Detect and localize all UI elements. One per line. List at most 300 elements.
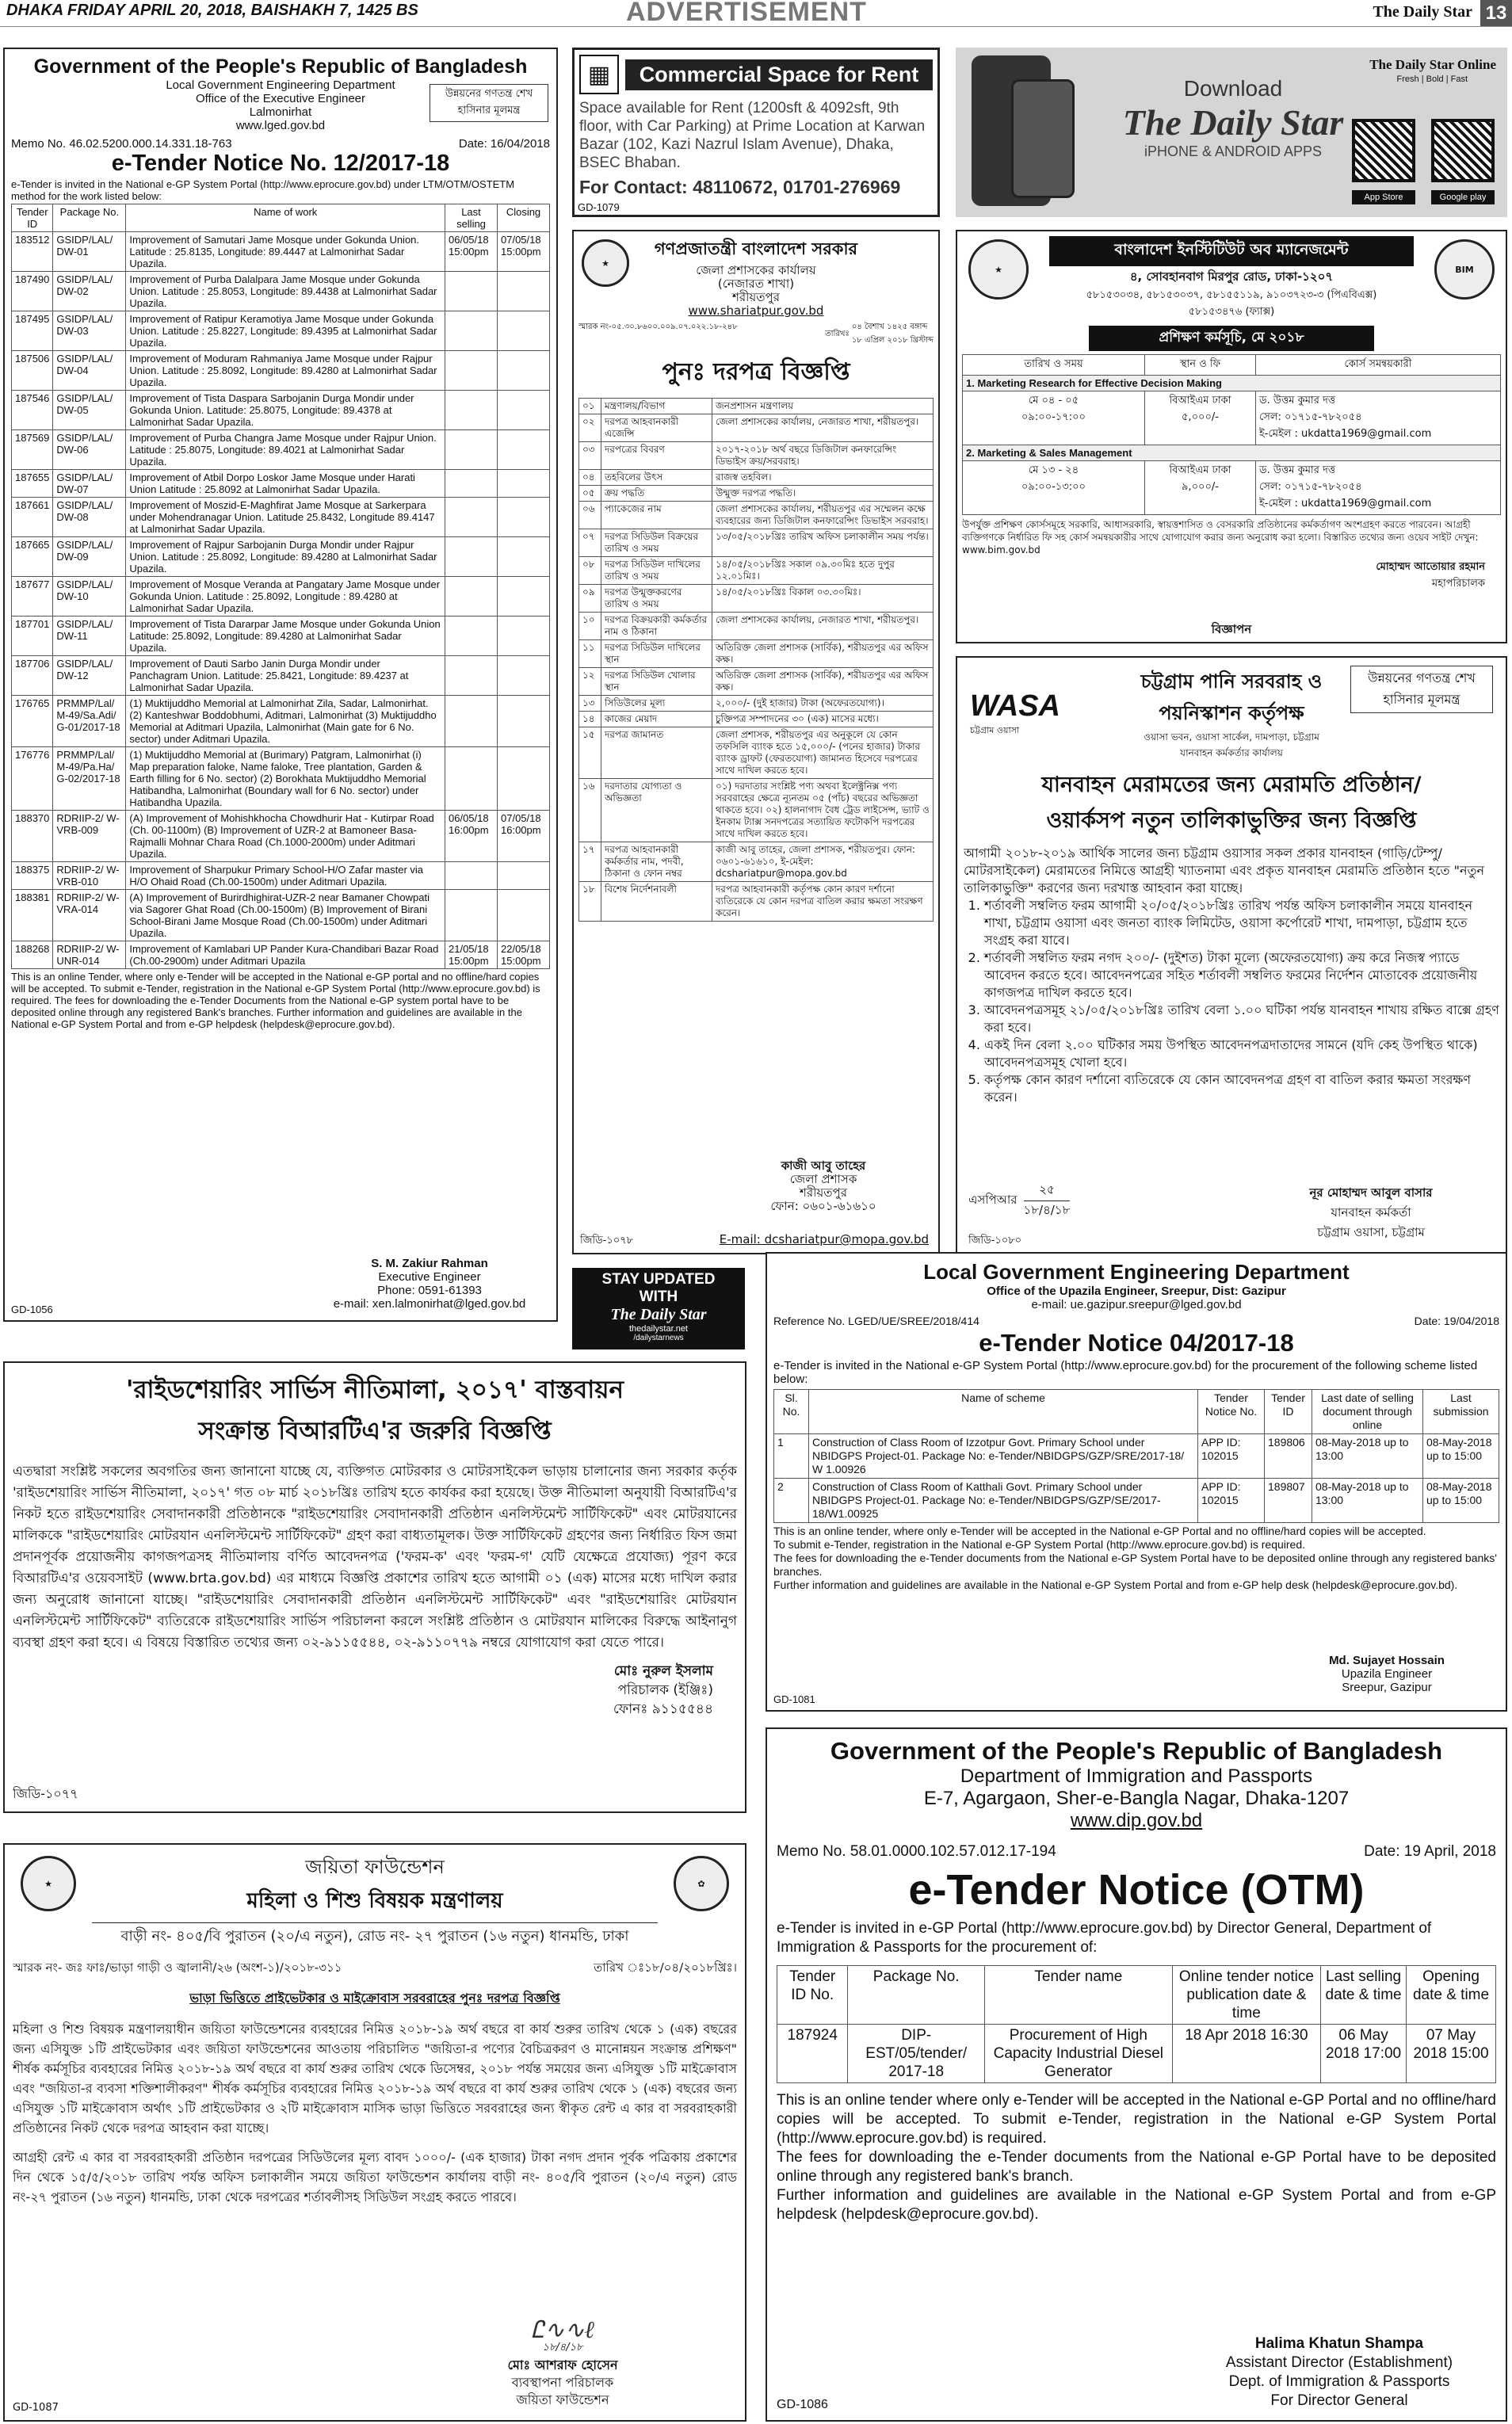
- ad-footer-label: বিজ্ঞাপন: [1211, 622, 1252, 636]
- signatory-place: শরীয়তপুর: [800, 1185, 847, 1200]
- col-header: Tender ID No.: [777, 1966, 848, 2025]
- cell-selling: [445, 430, 498, 470]
- table-row: [12, 656, 550, 696]
- cell-sl: ০৮: [579, 557, 601, 585]
- cell-selling: [445, 311, 498, 351]
- cell-closing: [498, 890, 550, 941]
- cell-id: 187546: [12, 391, 53, 430]
- date-bengali: ০৪ বৈশাখ ১৪২৫ বঙ্গাব্দ: [851, 323, 928, 331]
- cell-selling: 08-May-2018 up to 13:00: [1312, 1479, 1423, 1523]
- cell-id: 187655: [12, 470, 53, 498]
- table-row: [12, 232, 550, 272]
- bim-logo-icon: BIM: [1434, 239, 1495, 300]
- cell-sl: ১২: [579, 668, 601, 696]
- institute-address: ৪, সোবহানবাগ মিরপুর রোড, ঢাকা-১২০৭: [1129, 269, 1334, 284]
- col-header: কোর্স সমন্বয়কারী: [1256, 355, 1501, 376]
- lalmonirhat-tender-ad: [3, 48, 558, 1322]
- notice-title-line2: ওয়ার্কসপ নতুন তালিকাভুক্তির জন্য বিজ্ঞপ্তি: [1046, 808, 1417, 833]
- cell-item: দরপত্র সিডিউল দাখিলের স্থান: [601, 640, 712, 668]
- cell-selling: [445, 890, 498, 941]
- cell-selling: 06 May 2018 17:00: [1321, 2025, 1407, 2083]
- cell-package: GSIDP/LAL/ DW-09: [53, 537, 126, 577]
- course-title: Marketing & Sales Management: [977, 447, 1132, 459]
- note-item: To submit e-Tender, registration in the National e-GP System Portal (http://www.eprocure.gov.bd) is required.: [773, 1538, 1306, 1551]
- table-header: [774, 1390, 1499, 1434]
- app-store-badge[interactable]: App Store: [1352, 190, 1415, 204]
- signatory-name: নূর মোহাম্মদ আবুল বাসার: [1309, 1185, 1433, 1200]
- cell-work: (A) Improvement of Mohishkhocha Chowdhurir Hat - Kutirpar Road (Ch. 00-1100m) (B) Improvement of UZR-2 at Bamoneer Basa-Rajmalli Mohnar Chara Road (Ch.1000-2000m) under Aditmari Upazila.: [126, 811, 445, 862]
- cell-sl: ০৫: [579, 486, 601, 502]
- ad-office: Office of the Upazila Engineer, Sreepur, Dist: Gazipur: [987, 1285, 1286, 1298]
- table-row: [12, 498, 550, 537]
- cell-work: Improvement of Purba Changra Jame Mosque under Rajpur Union. Latitude : 25.8075, Longitude: 89.4021 at Lalmonirhat Sadar Upazila.: [126, 430, 445, 470]
- col-header: Tender name: [984, 1966, 1172, 2025]
- table-row: [12, 577, 550, 616]
- notice-points: [964, 897, 1499, 1106]
- cell-id: 176765: [12, 696, 53, 747]
- cell-closing: [498, 862, 550, 890]
- signatory-title: মহাপরিচালক: [1431, 578, 1485, 590]
- cell-sl: ১৬: [579, 779, 601, 842]
- cell-item: কাজের মেয়াদ: [601, 712, 712, 727]
- coordinator-name: ড. উত্তম কুমার দত্ত: [1259, 464, 1336, 476]
- cell-package: RDRIIP-2/ W-VRB-009: [53, 811, 126, 862]
- institute-fax: ৫৮১৫৩৪৭৬ (ফ্যাক্স): [1188, 306, 1275, 318]
- cell-package: GSIDP/LAL/ DW-12: [53, 656, 126, 696]
- handwritten-signature: Ꮭ∿∿ℓ: [531, 2316, 594, 2344]
- memo-number: স্মারক নং- জঃ ফাঃ/ভাড়া গাড়ী ও জ্বালানী/২৬ (অংশ-১)/২০১৮-৩১১: [13, 1960, 342, 1975]
- course-number: 2.: [966, 447, 975, 459]
- govt-seal-icon: ★: [582, 239, 629, 287]
- cell-opening: 07 May 2018 15:00: [1407, 2025, 1496, 2083]
- list-item: 3. আবেদনপত্রসমূহ ২১/০৫/২০১৮খ্রিঃ তারিখ বেলা ১.০০ ঘটিকা পর্যন্ত যানবাহন শাখায় রক্ষিত বাক্সে গ্রহণ করা হবে।: [984, 1002, 1499, 1036]
- ad-office: Office of the Executive Engineer: [195, 92, 365, 105]
- ad-website: www.dip.gov.bd: [1070, 1810, 1203, 1831]
- table-row: [774, 1434, 1499, 1479]
- col-header: স্থান ও ফি: [1145, 355, 1256, 376]
- cell-closing: [498, 351, 550, 391]
- table-row: [12, 391, 550, 430]
- cell-item: ক্রয় পদ্ধতি: [601, 486, 712, 502]
- cell-package: DIP-EST/05/tender/ 2017-18: [848, 2025, 985, 2083]
- coordinator-cell: সেল: ০১৭১৫-৭৮২০৫৪: [1259, 411, 1362, 423]
- epr-label: এসপিআর: [968, 1193, 1018, 1207]
- cell-closing: 07/05/18 15:00pm: [498, 232, 550, 272]
- cell-package: GSIDP/LAL/ DW-06: [53, 430, 126, 470]
- list-item: 2. শর্তাবলী সম্বলিত ফরম নগদ ২০০/- (দুইশত) টাকা মূল্যে (অফেরতযোগ্য) ক্রয় করে নিজস্ব প্যাডে আবেদন করতে হবে। আবেদনপত্রের সহিত শর্তাবলী সম্বলিত ফরমের নির্দেশন মোতাবেক প্রয়োজনীয় কাগজপত্র দাখিল করতে হবে।: [984, 949, 1499, 1002]
- ad-gov-title: Government of the People's Republic of Bangladesh: [830, 1737, 1443, 1765]
- org-name-line2: পয়নিস্কাশন কর্তৃপক্ষ: [1159, 702, 1304, 724]
- cell-sl: ১১: [579, 640, 601, 668]
- table-row: [12, 272, 550, 311]
- cell-sl: 1: [774, 1434, 809, 1479]
- table-row: [12, 941, 550, 969]
- coordinator-email: ই-মেইল : ukdatta1969@gmail.com: [1259, 498, 1432, 510]
- col-header: Sl. No.: [774, 1390, 809, 1434]
- phone-image: [1011, 79, 1075, 198]
- course-table: [962, 354, 1501, 515]
- col-header: Last submission: [1423, 1390, 1499, 1434]
- course-date: মে ০৪ - ০৫: [1028, 395, 1079, 407]
- ad-code: GD-1081: [773, 1693, 815, 1705]
- brand-online: The Daily Star Online: [1369, 57, 1496, 72]
- course-date: মে ১৩ - ২৪: [1028, 464, 1079, 476]
- cell-closing: [498, 656, 550, 696]
- cell-work: Improvement of Kamlabari UP Pander Kura-Chandibari Bazar Road (Ch.00-2900m) under Aditmari Upazila: [126, 941, 445, 969]
- signatory-name: মোহাম্মদ আতোয়ার রহমান: [1376, 561, 1485, 573]
- cell-item: দরপত্র সিডিউল খোলার স্থান: [601, 668, 712, 696]
- brand-logo: The Daily Star: [1373, 3, 1472, 21]
- col-header: Last date of selling document through online: [1312, 1390, 1423, 1434]
- list-item: 4. একই দিন বেলা ২.০০ ঘটিকার সময় উপস্থিত আবেদনপত্রদাতাদের সামনে (যদি কেহ উপস্থিত থাকে) আবেদনপত্রসমূহ খোলা হবে।: [984, 1036, 1499, 1071]
- cell-package: RDRIIP-2/ W-UNR-014: [53, 941, 126, 969]
- table-header: [12, 204, 550, 232]
- cell-sl: ০৪: [579, 470, 601, 486]
- ministry-name: মহিলা ও শিশু বিষয়ক মন্ত্রণালয়: [246, 1889, 503, 1913]
- epr-date: ১৮/৪/১৮: [1023, 1203, 1071, 1217]
- cell-closing: [498, 498, 550, 537]
- section-title: ADVERTISEMENT: [626, 0, 867, 27]
- cell-sl: ০৬: [579, 502, 601, 529]
- ad-contact: For Contact: 48110672, 01701-276969: [579, 177, 901, 197]
- table-row: [579, 640, 934, 668]
- ad-office: জেলা প্রশাসকের কার্যালয়: [696, 263, 816, 277]
- table-row: [12, 470, 550, 498]
- ad-place: Lalmonirhat: [249, 105, 312, 119]
- govt-seal-icon: ★: [21, 1856, 76, 1911]
- signatory-name: Md. Sujayet Hossain: [1329, 1654, 1445, 1667]
- cell-selling: 06/05/18 16:00pm: [445, 811, 498, 862]
- cell-id: 187701: [12, 616, 53, 656]
- org-address: ওয়াসা ভবন, ওয়াসা সার্কেল, দামপাড়া, চট্টগ্রাম: [1144, 731, 1319, 742]
- cell-id: 188370: [12, 811, 53, 862]
- ad-dept: Local Government Engineering Department: [923, 1260, 1350, 1284]
- cell-package: GSIDP/LAL/ DW-08: [53, 498, 126, 537]
- ad-website: www.shariatpur.gov.bd: [688, 303, 824, 318]
- col-header: Package No.: [53, 204, 126, 232]
- signatory-place: Sreepur, Gazipur: [1342, 1681, 1432, 1694]
- cell-item: দরপত্র বিক্রয়কারী কর্মকর্তার নাম ও ঠিকানা: [601, 613, 712, 640]
- signatory-title: পরিচালক (ইঞ্জিঃ): [617, 1682, 713, 1698]
- cell-item: সিডিউলের মূল্য: [601, 696, 712, 712]
- cell-id: 189807: [1265, 1479, 1312, 1523]
- signatory-for: For Director General: [1270, 2392, 1408, 2409]
- cell-sl: ০৩: [579, 442, 601, 470]
- cell-work: Improvement of Dauti Sarbo Janin Durga Mondir under Panchagram Union. Latitude: 25.8421, Longitude: 89.4237 at Lalmonirhat Sadar Upazila.: [126, 656, 445, 696]
- cell-id: 188381: [12, 890, 53, 941]
- cell-value: দরপত্র আহবানকারী কর্তৃপক্ষ কোন কারণ দর্শানো ব্যতিরেকে যে কোন দরপত্র বাতিল করার ক্ষমতা সংরক্ষণ করেন।: [712, 882, 934, 922]
- table-row: [579, 557, 934, 585]
- cell-item: দরপত্র আহবানকারী কর্মকর্তার নাম, পদবী, ঠিকানা ও ফোন নম্বর: [601, 842, 712, 882]
- table-row: [579, 696, 934, 712]
- cell-submission: 08-May-2018 up to 15:00: [1423, 1479, 1499, 1523]
- cell-work: Improvement of Tista Dararpar Jame Mosque under Gokunda Union Latitude: 25.8092, Longitude: 89.4280 at Lalmonirhat Sadar Upazila.: [126, 616, 445, 656]
- notice-title-line1: যানবাহন মেরামতের জন্য মেরামতি প্রতিষ্ঠান/: [1041, 773, 1422, 797]
- cell-selling: [445, 747, 498, 811]
- ad-code: GD-1086: [777, 2398, 828, 2411]
- cell-work: Improvement of Samutari Jame Mosque under Gokunda Union. Latitude : 25.8135, Longitude: 89.4447 at Lalmonirhat Sadar Upazila.: [126, 232, 445, 272]
- notice-date: তারিখ ঃ১৮/০৪/২০১৮খ্রিঃ।: [593, 1960, 737, 1975]
- cell-closing: [498, 272, 550, 311]
- cell-value: ০১) দরদাতার সংশ্লিষ্ট পণ্য অথবা ইলেক্ট্রনিক্স পণ্য সরবরাহের ক্ষেত্রে ন্যূনতম ০৫ (পাঁচ) বছরের অভিজ্ঞতা থাকতে হবে। ০২) হালনাগাদ বৈধ ট্রেড লাইসেন্স, ভ্যাট ও ইনকাম ট্যাক্স সনদপত্রের সত্যায়িত ফটোকপি দরপত্রের সাথে দাখিল করতে হবে।: [712, 779, 934, 842]
- sreepur-tender-ad: [766, 1252, 1507, 1712]
- ad-website: www.lged.gov.bd: [235, 119, 326, 132]
- cell-closing: [498, 430, 550, 470]
- promo-line1: STAY UPDATED: [601, 1271, 716, 1288]
- cell-id: 188268: [12, 941, 53, 969]
- tender-table: [777, 1965, 1496, 2083]
- signatory-place: চট্টগ্রাম ওয়াসা, চট্টগ্রাম: [1317, 1225, 1425, 1239]
- cell-item: মন্ত্রণালয়/বিভাগ: [601, 399, 712, 414]
- cell-publication: 18 Apr 2018 16:30: [1172, 2025, 1320, 2083]
- daily-star-app-ad: [956, 48, 1507, 217]
- ad-email: e-mail: ue.gazipur.sreepur@lged.gov.bd: [1031, 1298, 1242, 1311]
- ad-dept: Local Government Engineering Department: [166, 78, 395, 92]
- table-row: [579, 470, 934, 486]
- table-row: [579, 414, 934, 442]
- cell-value: অতিরিক্ত জেলা প্রশাসক (সার্বিক), শরীয়তপুর এর অফিস কক্ষ।: [712, 640, 934, 668]
- cell-closing: [498, 747, 550, 811]
- ad-code: GD-1079: [578, 201, 620, 213]
- ad-body: Space available for Rent (1200sft & 4092sft, 9th floor, with Car Parking) at Prime Location at Karwan Bazar (102, Kazi Nazrul Islam Avenue), Dhaka, BSEC Bhaban.: [579, 100, 926, 171]
- cell-value: জেলা প্রশাসকের কার্যালয়, শরীয়তপুর এর সম্মেলন কক্ষে ব্যবহারের জন্য ডিজিটাল কনফারেন্সিং ডিভাইস সরবরাহ।: [712, 502, 934, 529]
- note-item: The fees for downloading the e-Tender documents from the National e-GP System Portal have to be deposited online through any registered banks' branches.: [773, 1552, 1497, 1578]
- list-item: 1. শর্তাবলী সম্বলিত ফরম আগামী ২০/০৫/২০১৮খ্রিঃ তারিখ পর্যন্ত অফিস চলাকালীন সময়ে যানবাহন শাখা, চট্টগ্রাম ওয়াসা এবং জনতা ব্যাংক লিমিটেড, ওয়াসা কর্পোরেট শাখা, দামপাড়া, চট্টগ্রাম হতে সংগ্রহ করা যাবে।: [984, 897, 1499, 949]
- table-row: [579, 442, 934, 470]
- cell-item: তহবিলের উৎস: [601, 470, 712, 486]
- cell-work: Improvement of Ratipur Keramotiya Jame Mosque under Gokunda Union. Latitude : 25.8227, Longitude: 89.4395 at Lalmonirhat Sadar Upazila.: [126, 311, 445, 351]
- cell-id: 189806: [1265, 1434, 1312, 1479]
- col-header: Closing: [498, 204, 550, 232]
- cell-package: GSIDP/LAL/ DW-04: [53, 351, 126, 391]
- cell-value: উন্মুক্ত দরপত্র পদ্ধতি।: [712, 486, 934, 502]
- table-row: [12, 747, 550, 811]
- signatory-phone: ফোন: ০৬০১-৬১৬১০: [770, 1199, 876, 1213]
- cell-id: 187924: [777, 2025, 848, 2083]
- col-header: তারিখ ও সময়: [963, 355, 1145, 376]
- ad-code: জিডি-১০৭৭: [13, 1786, 78, 1801]
- ad-gov-title: গণপ্রজাতন্ত্রী বাংলাদেশ সরকার: [654, 239, 858, 258]
- table-row: [579, 712, 934, 727]
- cell-selling: 21/05/18 15:00pm: [445, 941, 498, 969]
- cell-id: 188375: [12, 862, 53, 890]
- signatory-title: জেলা প্রশাসক: [789, 1172, 857, 1186]
- cell-id: 187495: [12, 311, 53, 351]
- cell-value: ২০১৭-২০১৮ অর্থ বছরে ডিজিটাল কনফারেন্সিং ডিভাইস ক্রয়/সরবরাহ।: [712, 442, 934, 470]
- cell-id: 187490: [12, 272, 53, 311]
- signatory-name: Halima Khatun Shampa: [1254, 2335, 1424, 2352]
- cell-work: Improvement of Moduram Rahmaniya Jame Mosque under Rajpur Union. Latitude : 25.8092, Longitude: 89.4280 at Lalmonirhat Sadar Upazila.: [126, 351, 445, 391]
- cell-value: চুক্তিপত্র সম্পাদনের ৩০ (এক) মাসের মধ্যে।: [712, 712, 934, 727]
- table-row: [579, 486, 934, 502]
- institute-name: বাংলাদেশ ইনস্টিটিউট অব ম্যানেজমেন্ট: [1049, 236, 1414, 266]
- tender-footer-note: This is an online Tender, where only e-Tender will be accepted in the National e-GP portal and no offline/hard copies will be accepted. To submit e-Tender, registration in the National e-GP System Portal (http://www.eprocure.gov.bd) is required. The fees for downloading the e-Tender Documents from the National e-GP system portal have to be deposited online through any registered Bank's branches. Further information and guidelines are available in the National e-GP System Portal and from e-GP helpdesk (helpdesk@eprocure.gov.bd).: [11, 971, 540, 1030]
- course-time: ০৯:০০-১৩:০০: [1021, 481, 1086, 493]
- institute-phones: ৫৮১৫৩০৩৪, ৫৮১৫৩০৩৭, ৫৮১৫৫১১৯, ৯১০৩৭২৩-৩ (পিএবিএক্স): [1086, 289, 1377, 301]
- signatory-name: মোঃ আশরাফ হোসেন: [507, 2357, 618, 2372]
- cell-work: (1) Muktijuddho Memorial at Lalmonirhat Zila, Sadar, Lalmonirhat. (2) Kanteshwar Boddobhumi, Aditmari, Lalmonirhat (3) Muktijuddho Memorial at Aditmari Upazila, Lalmonirhat (Main gate for 6 No. sector) under Aditmari Upazila.: [126, 696, 445, 747]
- org-name: জয়িতা ফাউন্ডেশন: [305, 1856, 445, 1878]
- cell-work: Improvement of Sharpukur Primary School-H/O Zafar master via H/O Ohaid Road (Ch.00-1500m) under Aditmari Upazila.: [126, 862, 445, 890]
- joyita-logo-icon: ✿: [674, 1856, 729, 1911]
- signature-date: ১৮/৪/১৮: [542, 2342, 583, 2353]
- table-row: [12, 862, 550, 890]
- table-row: [12, 696, 550, 747]
- notice-title: e-Tender Notice 04/2017-18: [979, 1329, 1294, 1357]
- cell-closing: [498, 311, 550, 351]
- course-fee: ৫,০০০/-: [1182, 411, 1219, 423]
- cell-item: দরপত্রের বিবরণ: [601, 442, 712, 470]
- qr-code-android: [1431, 119, 1495, 182]
- cell-id: 187506: [12, 351, 53, 391]
- cell-package: GSIDP/LAL/ DW-03: [53, 311, 126, 351]
- cell-submission: 08-May-2018 up to 15:00: [1423, 1434, 1499, 1479]
- cell-item: দরপত্র জামানত: [601, 727, 712, 779]
- signatory-title: ব্যবস্থাপনা পরিচালক: [511, 2375, 614, 2390]
- table-row: [579, 529, 934, 557]
- cell-selling: [445, 537, 498, 577]
- page-masthead: [0, 0, 1512, 27]
- cell-id: 187661: [12, 498, 53, 537]
- cell-item: দরদাতার যোগ্যতা ও অভিজ্ঞতা: [601, 779, 712, 842]
- cell-sl: ১৮: [579, 882, 601, 922]
- signatory-email: E-mail: dcshariatpur@mopa.gov.bd: [719, 1232, 929, 1246]
- course-venue: বিআইএম ঢাকা: [1169, 464, 1231, 476]
- table-row: [12, 351, 550, 391]
- table-header: [963, 355, 1501, 376]
- ad-branch: (নেজারত শাখা): [717, 277, 795, 291]
- course-number: 1.: [966, 377, 975, 389]
- notice-intro: e-Tender is invited in the National e-GP System Portal (http://www.eprocure.gov.bd) for the procurement of the following scheme listed below:: [773, 1359, 1478, 1386]
- cell-closing: [498, 470, 550, 498]
- cell-item: বিশেষ নির্দেশনাবলী: [601, 882, 712, 922]
- ad-code: GD-1087: [13, 2402, 59, 2414]
- dateline: DHAKA FRIDAY APRIL 20, 2018, BAISHAKH 7, 1425 BS: [6, 2, 418, 19]
- signatory-title: Executive Engineer: [378, 1270, 481, 1284]
- govt-seal-icon: ★: [968, 239, 1029, 300]
- ad-address: E-7, Agargaon, Sher-e-Bangla Nagar, Dhaka-1207: [923, 1788, 1350, 1809]
- notice-date: Date: 19/04/2018: [1414, 1315, 1499, 1327]
- cell-notice: APP ID: 102015: [1198, 1434, 1265, 1479]
- cell-value: রাজস্ব তহবিল।: [712, 470, 934, 486]
- cell-closing: 22/05/18 15:00pm: [498, 941, 550, 969]
- page-number: 13: [1480, 0, 1512, 27]
- col-header: Last selling: [445, 204, 498, 232]
- cell-sl: ১৪: [579, 712, 601, 727]
- stay-updated-promo: [572, 1268, 745, 1349]
- wasa-workshop-ad: [956, 656, 1507, 1254]
- cell-package: GSIDP/LAL/ DW-01: [53, 232, 126, 272]
- cell-selling: [445, 616, 498, 656]
- cell-work: Improvement of Rajpur Sarbojanin Durga Mondir under Rajpur Union. Latitude : 25.8092, Longitude: 89.4280 at Lalmonirhat Sadar Upazila.: [126, 537, 445, 577]
- cell-closing: [498, 537, 550, 577]
- notice-intro: e-Tender is invited in the National e-GP System Portal (http://www.eprocure.gov.bd) under LTM/OTM/OSTETM method for the work listed below:: [11, 178, 515, 202]
- signatory-phone: Phone: 0591-61393: [377, 1284, 482, 1297]
- table-row: [579, 727, 934, 779]
- cell-name: Procurement of High Capacity Industrial Diesel Generator: [984, 2025, 1172, 2083]
- epr-number: ২৫: [1024, 1181, 1071, 1201]
- cell-value: ১৪/০৫/২০১৮খ্রিঃ বিকাল ০৩.৩০মিঃ।: [712, 585, 934, 613]
- cell-sl: ০৯: [579, 585, 601, 613]
- note-item: Further information and guidelines are available in the National e-GP System Portal and from e-GP helpdesk (helpdesk@eprocure.gov.bd).: [777, 2187, 1496, 2223]
- reference-number: Reference No. LGED/UE/SREE/2018/414: [773, 1315, 979, 1327]
- cell-work: Improvement of Mosque Veranda at Pangatary Jame Mosque under Gokunda Union. Latitude : 25.8092, Longitude : 89.4280 at Lalmonirhat Sadar Upazila.: [126, 577, 445, 616]
- col-header: Tender ID: [12, 204, 53, 232]
- cell-sl: ১৫: [579, 727, 601, 779]
- table-row: [579, 842, 934, 882]
- cell-closing: [498, 577, 550, 616]
- cell-selling: [445, 498, 498, 537]
- cell-closing: [498, 391, 550, 430]
- brand-name: The Daily Star: [610, 1306, 707, 1323]
- org-address: বাড়ী নং- ৪০৫/বি পুরাতন (২০/এ নতুন), রোড নং- ২৭ পুরাতন (১৬ নতুন) ধানমন্ডি, ঢাকা: [92, 1922, 658, 1949]
- slogan-stamp: উন্নয়নের গণতন্ত্র শেখ হাসিনার মূলমন্ত্র: [430, 84, 548, 122]
- col-header: Package No.: [848, 1966, 985, 2025]
- cell-selling: 08-May-2018 up to 13:00: [1312, 1434, 1423, 1479]
- promo-line2: WITH: [639, 1288, 678, 1305]
- signatory-dept: Dept. of Immigration & Passports: [1228, 2373, 1450, 2390]
- cell-id: 187569: [12, 430, 53, 470]
- signatory-org: জয়িতা ফাউন্ডেশন: [516, 2392, 609, 2407]
- table-row: [579, 668, 934, 696]
- notice-intro: e-Tender is invited in e-GP Portal (http://www.eprocure.gov.bd) by Director General, Department of Immigration & Passports for the procurement of:: [777, 1920, 1432, 1956]
- cell-value: জনপ্রশাসন মন্ত্রণালয়: [712, 399, 934, 414]
- notice-title-line2: সংক্রান্ত বিআরটিএ'র জরুরি বিজ্ঞপ্তি: [198, 1417, 552, 1445]
- google-play-badge[interactable]: Google play: [1431, 190, 1495, 204]
- cell-selling: [445, 470, 498, 498]
- table-row: [12, 430, 550, 470]
- cell-item: দরপত্র সিডিউল বিক্রয়ের তারিখ ও সময়: [601, 529, 712, 557]
- table-row: [12, 311, 550, 351]
- cell-sl: ০১: [579, 399, 601, 414]
- cell-value: জেলা প্রশাসক, শরীয়তপুর এর অনুকূলে যে কোন তফসিলি ব্যাংক হতে ১৫,০০০/- (পনের হাজার) টাকার ব্যাংক ড্রাফট (ফেরতযোগ্য) জামানত হিসেবে দরপত্রের সাথে দাখিল করতে হবে।: [712, 727, 934, 779]
- course-venue: বিআইএম ঢাকা: [1169, 395, 1231, 407]
- program-title: প্রশিক্ষণ কর্মসূচি, মে ২০১৮: [1089, 326, 1374, 351]
- cell-selling: [445, 577, 498, 616]
- notice-title: e-Tender Notice (OTM): [908, 1866, 1365, 1914]
- col-header: Online tender notice publication date & time: [1172, 1966, 1320, 2025]
- cell-package: PRMMP/Lal/ M-49/Sa.Adi/ G-01/2017-18: [53, 696, 126, 747]
- col-header: Name of scheme: [809, 1390, 1198, 1434]
- tagline: Fresh | Bold | Fast: [1396, 74, 1468, 84]
- notice-date: Date: 16/04/2018: [458, 137, 550, 151]
- cell-id: 187677: [12, 577, 53, 616]
- cell-package: GSIDP/LAL/ DW-05: [53, 391, 126, 430]
- cell-id: 187665: [12, 537, 53, 577]
- ad-dept: Department of Immigration and Passports: [960, 1766, 1313, 1787]
- memo-number: Memo No. 58.01.0000.102.57.012.17-194: [777, 1843, 1056, 1860]
- note-item: This is an online tender where only e-Tender will be accepted in the National e-GP Portal and no offline/hard copies will be accepted. To submit e-Tender, registration in the National e-GP System Portal (http://www.eprocure.gov.bd) is required.: [777, 2092, 1496, 2147]
- note-item: Further information and guidelines are available in the National e-GP System Portal and from e-GP help desk (helpdesk@eprocure.gov.bd).: [773, 1578, 1458, 1591]
- cell-item: দরপত্র সিডিউল দাখিলের তারিখ ও সময়: [601, 557, 712, 585]
- cell-package: RDRIIP-2/ W-VRA-014: [53, 890, 126, 941]
- cell-value: জেলা প্রশাসকের কার্যালয়, নেজারত শাখা, শরীয়তপুর।: [712, 414, 934, 442]
- table-row: [777, 2025, 1496, 2083]
- ad-gov-title: Government of the People's Republic of Bangladesh: [33, 55, 528, 78]
- table-row: [579, 502, 934, 529]
- wasa-logo-sub: চট্টগ্রাম ওয়াসা: [970, 725, 1020, 735]
- signatory-title: Upazila Engineer: [1341, 1667, 1433, 1681]
- download-label: Download: [1183, 76, 1283, 101]
- notice-body: আগামী ২০১৮-২০১৯ আর্থিক সালের জন্য চট্টগ্রাম ওয়াসার সকল প্রকার যানবাহন (গাড়ি/টেম্পু/মোটরসাইকেল) মেরামতের নিমিত্তে আগ্রহী খ্যাতনামা এবং প্রকৃত যানবাহন মেরামতি প্রতিষ্ঠান হতে "নতুন তালিকাভুক্তি" করণের জন্য দরখাস্ত আহবান করা যাচ্ছে।: [964, 846, 1485, 895]
- cell-item: প্যাকেজের নাম: [601, 502, 712, 529]
- notice-body: এতদ্বারা সংশ্লিষ্ট সকলের অবগতির জন্য জানানো যাচ্ছে যে, ব্যক্তিগত মোটরকার ও মোটরসাইকেল ভাড়ায় চালানোর জন্য সরকার কর্তৃক 'রাইডশেয়ারিং সার্ভিস নীতিমালা, ২০১৭' গত ০৮ মার্চ ২০১৮খ্রিঃ তারিখ হতে কার্যকর করা হয়েছে। উক্ত নীতিমালা অনুযায়ী বিআরটিএ'র নিকট হতে রাইডশেয়ারিং সেবাদানকারী প্রতিষ্ঠানকে "রাইডশেয়ারিং সেবাদানকারী প্রতিষ্ঠান এনলিস্টমেন্ট সার্টিফিকেট" এবং মোটরযানের মালিককে "রাইডশেয়ারিং মোটরযান এনলিস্টমেন্ট সার্টিফিকেট" গ্রহণ করা বাধ্যতামূলক। উক্ত সার্টিফিকেট গ্রহণের জন্য নির্ধারিত ফিস জমা প্রদানপূর্বক প্রয়োজনীয় কাগজপত্রসহ নীতিমালায় বর্ণিত আবেদনপত্র ('ফরম-ক' এবং 'ফরম-গ' যেটি যেক্ষেত্রে প্রযোজ্য) পূরণ করে বিআরটিএ'র ওয়েবসাইট (www.brta.gov.bd) এর মাধ্যমে বিজ্ঞপ্তি প্রকাশের তারিখ হতে আগামী ০১ (এক) মাসের মধ্যে দাখিল করার জন্য অনুরোধ জানানো যাচ্ছে। "রাইডশেয়ারিং সেবাদানকারী প্রতিষ্ঠান এনলিস্টমেন্ট সার্টিফিকেট" এবং "রাইডশেয়ারিং মোটরযান এনলিস্টমেন্ট সার্টিফিকেট" ব্যতিরেকে রাইডশেয়ারিং সার্ভিস পরিচালনা করলে সংশ্লিষ্ট প্রতিষ্ঠান ও মোটরযান মালিকের বিরুদ্ধে আইনানুগ ব্যবস্থা গ্রহণ করা হবে। এ বিষয়ে বিস্তারিত তথ্যের জন্য ০২-৯১১৫৫৪৪, ০২-৯১১০৭৭৯ নম্বরে যোগাযোগ করা যেতে পারে।: [13, 1464, 737, 1651]
- cell-closing: [498, 616, 550, 656]
- ad-code: GD-1056: [11, 1304, 53, 1315]
- slogan-stamp: উন্নয়নের গণতন্ত্র শেখ হাসিনার মূলমন্ত্র: [1350, 666, 1493, 713]
- signatory-name: S. M. Zakiur Rahman: [371, 1257, 488, 1270]
- cell-scheme: Construction of Class Room of Izzotpur Govt. Primary School under NBIDGPS Project-01. Package No: e-Tender/NBIDGPS/GZP/SRE/2017-18/ W 1.00926: [809, 1434, 1198, 1479]
